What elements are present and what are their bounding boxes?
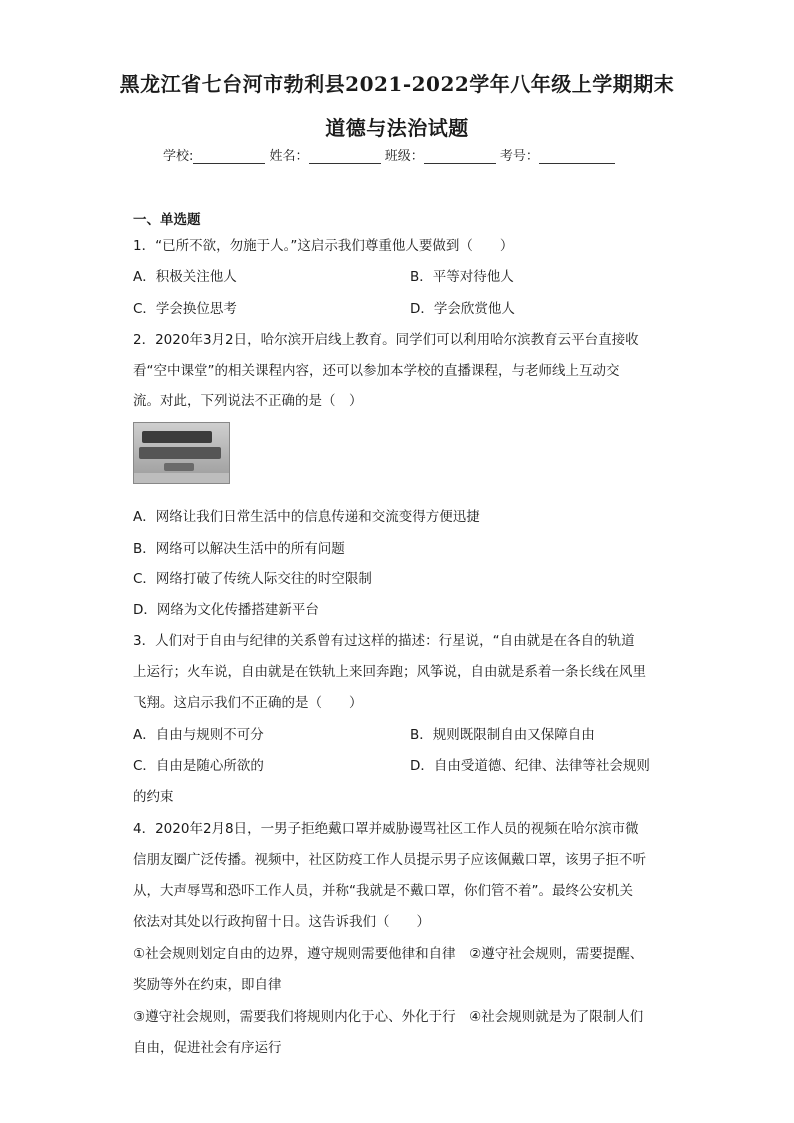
q1-option-a: A．积极关注他人: [133, 269, 237, 285]
image-banner-middle: [139, 447, 221, 459]
q2-option-b: B．网络可以解决生活中的所有问题: [133, 541, 345, 557]
q3-stem-line1: 3．人们对于自由与纪律的关系曾有过这样的描述：行星说，“自由就是在各自的轨道: [133, 633, 635, 649]
q2-stem-line3: 流。对此，下列说法不正确的是（ ）: [133, 393, 363, 409]
school-label: 学校:: [163, 149, 194, 164]
image-banner-bottom: [164, 463, 194, 471]
exam-title-line1: 黑龙江省七台河市勃利县2021-2022学年八年级上学期期末: [119, 72, 675, 96]
id-blank[interactable]: [539, 149, 615, 164]
image-floor: [134, 473, 229, 483]
q2-option-c: C．网络打破了传统人际交往的时空限制: [133, 571, 372, 587]
q1-option-b: B．平等对待他人: [410, 269, 514, 285]
q3-stem-line2: 上运行；火车说，自由就是在铁轨上来回奔跑；风筝说，自由就是系着一条长线在风里: [133, 664, 646, 680]
q3-option-d-continued: 的约束: [133, 789, 174, 805]
q1-option-c: C．学会换位思考: [133, 301, 237, 317]
q3-option-d: D．自由受道德、纪律、法律等社会规则: [410, 758, 650, 774]
exam-title-line2: 道德与法治试题: [325, 116, 469, 140]
q2-option-d: D．网络为文化传播搭建新平台: [133, 602, 319, 618]
q1-stem: 1．“已所不欲，勿施于人。”这启示我们尊重他人要做到（ ）: [133, 238, 514, 254]
q3-stem-line3: 飞翔。这启示我们不正确的是（ ）: [133, 695, 363, 711]
q4-stem-line2: 信朋友圈广泛传播。视频中，社区防疫工作人员提示男子应该佩戴口罩，该男子拒不听: [133, 852, 646, 868]
q4-statement-4-continued: 自由，促进社会有序运行: [133, 1040, 282, 1056]
q2-option-a: A．网络让我们日常生活中的信息传递和交流变得方便迅捷: [133, 509, 480, 525]
image-banner-top: [142, 431, 212, 443]
id-label: 考号：: [499, 149, 539, 164]
q2-stem-line2: 看“空中课堂”的相关课程内容，还可以参加本学校的直播课程，与老师线上互动交: [133, 363, 620, 379]
q4-stem-line1: 4．2020年2月8日，一男子拒绝戴口罩并威胁谩骂社区工作人员的视频在哈尔滨市微: [133, 821, 639, 837]
q3-option-a: A．自由与规则不可分: [133, 727, 264, 743]
q3-option-c: C．自由是随心所欲的: [133, 758, 264, 774]
q4-stem-line3: 从，大声辱骂和恐吓工作人员，并称“我就是不戴口罩，你们管不着”。最终公安机关: [133, 883, 633, 899]
name-label: 姓名：: [269, 149, 309, 164]
q2-illustration-image: [133, 422, 230, 484]
q4-stem-line4: 依法对其处以行政拘留十日。这告诉我们（ ）: [133, 914, 430, 930]
q4-statement-1-2: ①社会规则划定自由的边界，遵守规则需要他律和自律 ②遵守社会规则，需要提醒、: [133, 946, 644, 962]
class-blank[interactable]: [424, 149, 496, 164]
q1-option-d: D．学会欣赏他人: [410, 301, 515, 317]
q4-statement-3-4: ③遵守社会规则，需要我们将规则内化于心、外化于行 ④社会规则就是为了限制人们: [133, 1009, 644, 1025]
q3-option-b: B．规则既限制自由又保障自由: [410, 727, 595, 743]
student-info-row: [163, 145, 615, 164]
q4-statement-2-continued: 奖励等外在约束，即自律: [133, 977, 282, 993]
name-blank[interactable]: [309, 149, 381, 164]
section-heading: 一、单选题: [133, 212, 201, 228]
q2-stem-line1: 2．2020年3月2日，哈尔滨开启线上教育。同学们可以利用哈尔滨教育云平台直接收: [133, 332, 639, 348]
school-blank[interactable]: [193, 149, 265, 164]
class-label: 班级：: [384, 149, 424, 164]
